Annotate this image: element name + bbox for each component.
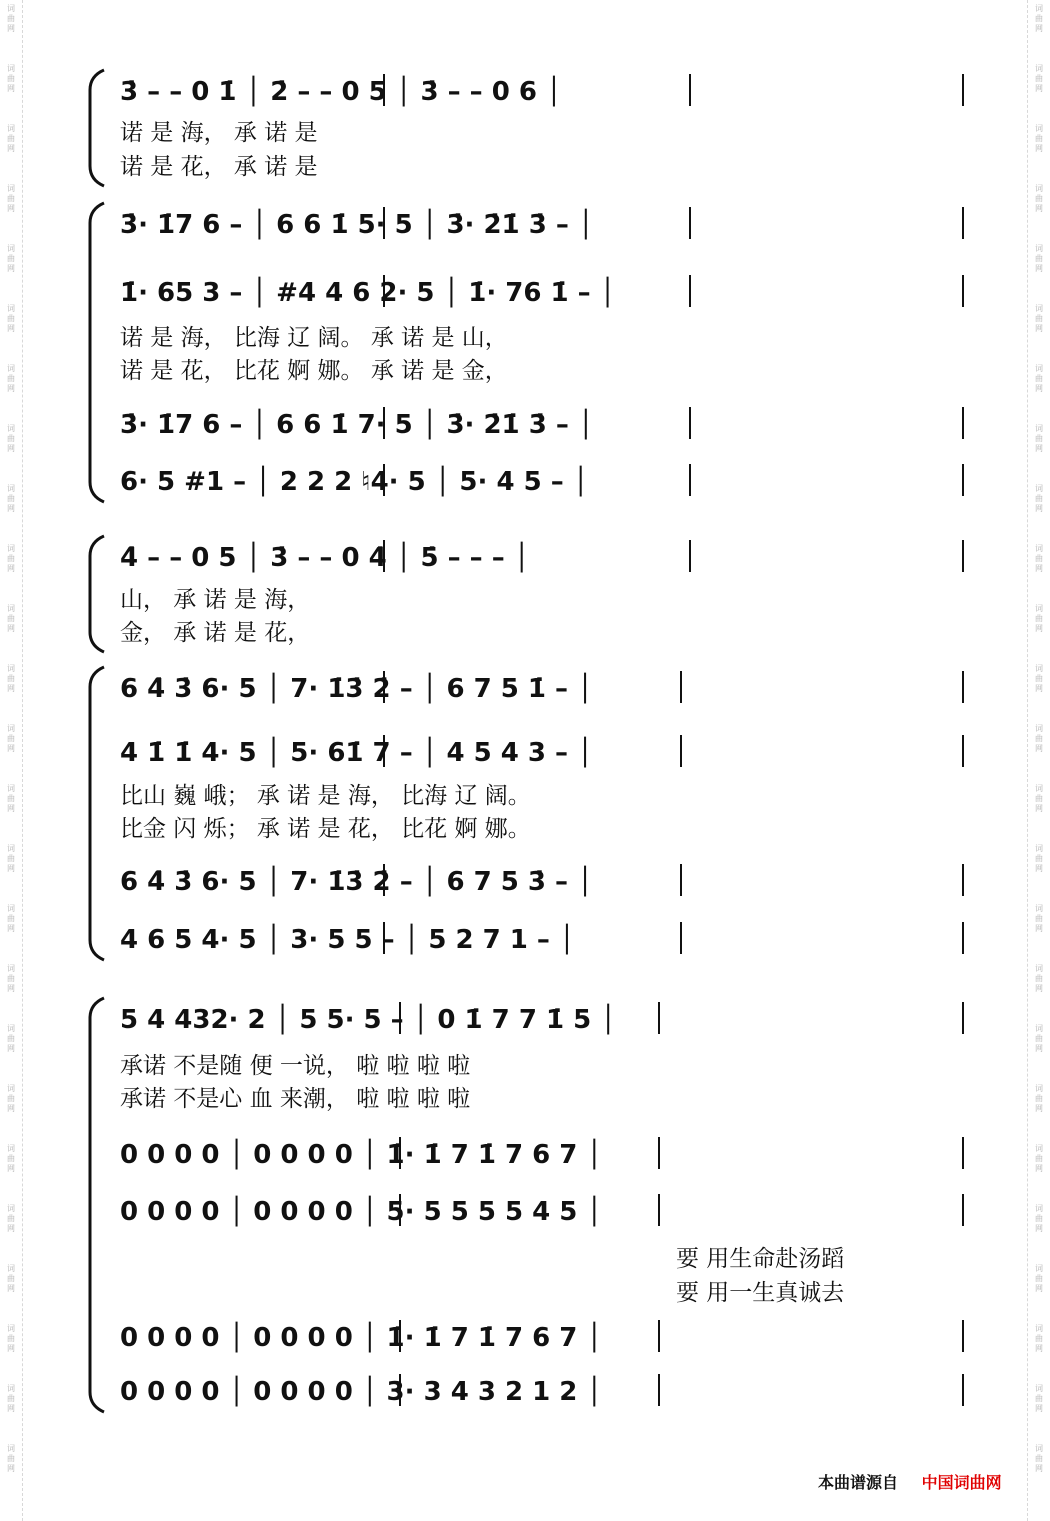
watermark-text: 词 曲 网 bbox=[1035, 544, 1043, 573]
watermark-text: 词 曲 网 bbox=[7, 784, 15, 813]
watermark-text: 词 曲 网 bbox=[1035, 304, 1043, 333]
notation-row: 3̇ – – 0 1̇ │ 2̇ – – 0 5 │ 3̇ – – 0 6 │ bbox=[120, 77, 562, 107]
watermark-text: 词 曲 网 bbox=[7, 304, 15, 333]
watermark-text: 词 曲 网 bbox=[1035, 124, 1043, 153]
source-label: 本曲谱源自 bbox=[818, 1473, 899, 1492]
watermark-text: 词 曲 网 bbox=[7, 1024, 15, 1053]
watermark-text: 词 曲 网 bbox=[7, 664, 15, 693]
watermark-text: 词 曲 网 bbox=[7, 244, 15, 273]
system-brace bbox=[90, 667, 104, 960]
notation-row: 3̇· 1̇7 6 – │ 6 6 1̇ 5· 5 │ 3̇· 2̇1̇ 3̇ – │ bbox=[120, 210, 594, 240]
watermark-text: 词 曲 网 bbox=[1035, 904, 1043, 933]
notation-row: 1̇· 65 3 – │ #4 4 6 2· 5 │ 1̇· 76 1̇ – │ bbox=[120, 278, 616, 308]
notation-row: 0 0 0 0 │ 0 0 0 0 │ 5· 5 5 5 5 4 5 │ bbox=[120, 1197, 603, 1227]
watermark-text: 词 曲 网 bbox=[7, 1444, 15, 1473]
notation-row: 6 4̇ 3̇ 6· 5 │ 7· 1̇3̇ 2̇ – │ 6 7 5 1̇ – │ bbox=[120, 674, 593, 704]
score-system bbox=[90, 536, 963, 652]
watermark-text: 词 曲 网 bbox=[7, 1144, 15, 1173]
watermark-text: 词 曲 网 bbox=[7, 64, 15, 93]
watermark-text: 词 曲 网 bbox=[1035, 484, 1043, 513]
watermark-text: 词 曲 网 bbox=[7, 424, 15, 453]
watermark-text: 词 曲 网 bbox=[1035, 1444, 1043, 1473]
watermark-text: 词 曲 网 bbox=[1035, 1024, 1043, 1053]
source-site-link[interactable]: 中国词曲网 bbox=[921, 1473, 1002, 1492]
watermark-text: 词 曲 网 bbox=[1035, 184, 1043, 213]
watermark-text: 词 曲 网 bbox=[7, 544, 15, 573]
lyric-row: 要 用一生真诚去 bbox=[676, 1280, 845, 1306]
watermark-text: 词 曲 网 bbox=[1035, 424, 1043, 453]
watermark-text: 词 曲 网 bbox=[1035, 724, 1043, 753]
score-system bbox=[90, 70, 963, 186]
lyric-row: 比山 巍 峨； 承 诺 是 海， 比海 辽 阔。 bbox=[120, 783, 531, 809]
notation-row: 3̇· 1̇7 6 – │ 6 6 1̇ 7· 5 │ 3̇· 2̇1̇ 3̇ – │ bbox=[120, 410, 594, 440]
system-brace bbox=[90, 536, 104, 652]
watermark-text: 词 曲 网 bbox=[7, 964, 15, 993]
watermark-text: 词 曲 网 bbox=[7, 184, 15, 213]
watermark-text: 词 曲 网 bbox=[7, 1084, 15, 1113]
notation-row: 4̇ – – 0 5 │ 3̇ – – 0 4̇ │ 5̇ – – – │ bbox=[120, 543, 530, 573]
watermark-text: 词 曲 网 bbox=[1035, 844, 1043, 873]
watermark-text: 词 曲 网 bbox=[1035, 604, 1043, 633]
watermark-text: 词 曲 网 bbox=[1035, 964, 1043, 993]
watermark-text: 词 曲 网 bbox=[1035, 364, 1043, 393]
system-brace bbox=[90, 998, 104, 1412]
watermark-text: 词 曲 网 bbox=[1035, 664, 1043, 693]
lyric-row: 诺 是 花， 比花 婀 娜。 承 诺 是 金， bbox=[120, 358, 508, 384]
notation-row: 0 0 0 0 │ 0 0 0 0 │ 1̇· 1̇ 7 1̇ 7 6 7 │ bbox=[120, 1140, 603, 1170]
notation-row: 4 6 5 4· 5 │ 3· 5 5 – │ 5 2 7 1 – │ bbox=[120, 925, 575, 955]
watermark-text: 词 曲 网 bbox=[1035, 1144, 1043, 1173]
watermark-text: 词 曲 网 bbox=[1035, 1264, 1043, 1293]
watermark-text: 词 曲 网 bbox=[7, 1384, 15, 1413]
watermark-text: 词 曲 网 bbox=[7, 604, 15, 633]
watermark-text: 词 曲 网 bbox=[7, 724, 15, 753]
lyric-row: 诺 是 花， 承 诺 是 bbox=[120, 154, 318, 180]
notation-row: 4 1̇ 1̇ 4· 5 │ 5· 61̇ 7 – │ 4 5 4 3 – │ bbox=[120, 738, 593, 768]
watermark-text: 词 曲 网 bbox=[1035, 1324, 1043, 1353]
watermark-text: 词 曲 网 bbox=[7, 904, 15, 933]
score-system bbox=[90, 667, 963, 960]
watermark-text: 词 曲 网 bbox=[7, 1204, 15, 1233]
watermark-text: 词 曲 网 bbox=[1035, 244, 1043, 273]
lyric-row: 承诺 不是心 血 来潮， 啦 啦 啦 啦 bbox=[120, 1086, 471, 1112]
lyric-row: 山， 承 诺 是 海， bbox=[120, 587, 311, 613]
notation-row: 5 4 432· 2 │ 5 5· 5 – │ 0 1̇ 7 7 1̇ 5 │ bbox=[120, 1005, 616, 1035]
watermark-text: 词 曲 网 bbox=[7, 124, 15, 153]
lyric-row: 金， 承 诺 是 花， bbox=[120, 620, 311, 646]
watermark-text: 词 曲 网 bbox=[7, 1264, 15, 1293]
notation-row: 6 4̇ 3̇ 6· 5 │ 7· 1̇3̇ 2̇ – │ 6 7 5 3̇ – │ bbox=[120, 867, 593, 897]
lyric-row: 要 用生命赴汤蹈 bbox=[676, 1246, 845, 1272]
watermark-text: 词 曲 网 bbox=[7, 364, 15, 393]
watermark-text: 词 曲 网 bbox=[1035, 1384, 1043, 1413]
system-brace bbox=[90, 203, 104, 502]
lyric-row: 诺 是 海， 比海 辽 阔。 承 诺 是 山， bbox=[120, 325, 508, 351]
system-brace bbox=[90, 70, 104, 186]
watermark-text: 词 曲 网 bbox=[1035, 64, 1043, 93]
lyric-row: 承诺 不是随 便 一说， 啦 啦 啦 啦 bbox=[120, 1053, 471, 1079]
notation-row: 0 0 0 0 │ 0 0 0 0 │ 1̇· 1̇ 7 1̇ 7 6 7 │ bbox=[120, 1323, 603, 1353]
score-system bbox=[90, 998, 963, 1412]
notation-row: 0 0 0 0 │ 0 0 0 0 │ 3· 3 4 3 2 1 2 │ bbox=[120, 1377, 603, 1407]
watermark-text: 词 曲 网 bbox=[7, 4, 15, 33]
notation-row: 6· 5 #1 – │ 2 2 2 ♮4· 5 │ 5· 4 5 – │ bbox=[120, 467, 589, 497]
lyric-row: 比金 闪 烁； 承 诺 是 花， 比花 婀 娜。 bbox=[120, 816, 531, 842]
lyric-row: 诺 是 海， 承 诺 是 bbox=[120, 120, 318, 146]
watermark-text: 词 曲 网 bbox=[7, 844, 15, 873]
score-system bbox=[90, 203, 963, 502]
watermark-text: 词 曲 网 bbox=[7, 1324, 15, 1353]
watermark-text: 词 曲 网 bbox=[1035, 4, 1043, 33]
watermark-text: 词 曲 网 bbox=[1035, 784, 1043, 813]
watermark-text: 词 曲 网 bbox=[1035, 1084, 1043, 1113]
watermark-text: 词 曲 网 bbox=[1035, 1204, 1043, 1233]
watermark-text: 词 曲 网 bbox=[7, 484, 15, 513]
source-credit bbox=[818, 1470, 1002, 1493]
